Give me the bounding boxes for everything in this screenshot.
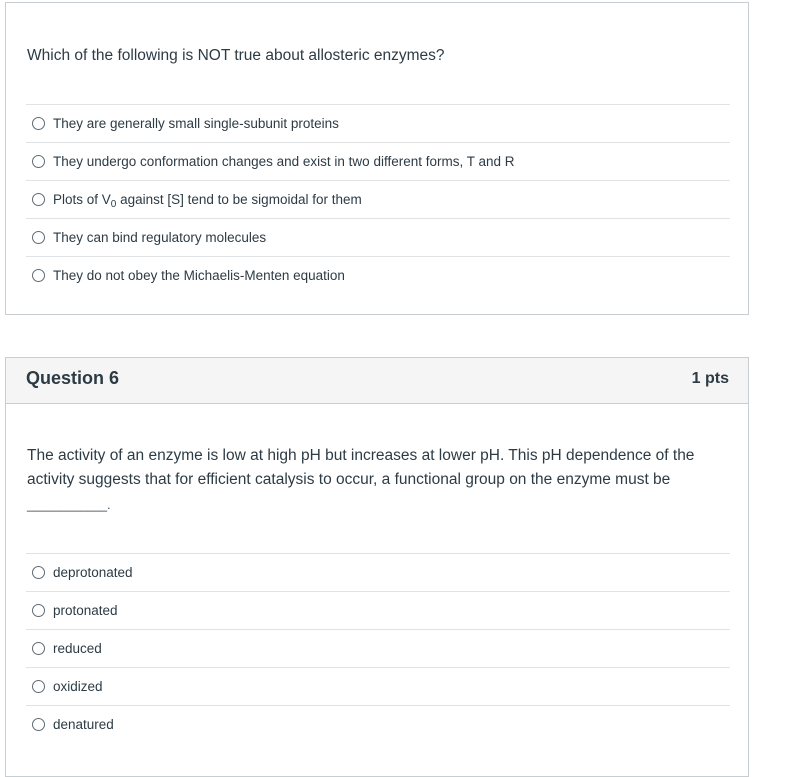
answer-option[interactable] bbox=[26, 629, 730, 667]
answer-label: reduced bbox=[53, 641, 102, 656]
answer-option[interactable] bbox=[26, 667, 730, 705]
question-5-text: Which of the following is NOT true about allosteric enzymes? bbox=[27, 47, 445, 64]
answer-label: They undergo conformation changes and exist in two different forms, T and R bbox=[53, 154, 515, 169]
answer-label-post: against [S] tend to be sigmoidal for them bbox=[116, 192, 362, 207]
question-title: Question 6 bbox=[26, 368, 120, 388]
answer-label: protonated bbox=[53, 603, 118, 618]
answer-label bbox=[53, 192, 362, 210]
radio-button[interactable] bbox=[32, 193, 45, 206]
question-6-text bbox=[27, 444, 708, 516]
answer-option[interactable] bbox=[26, 218, 730, 256]
answer-option[interactable] bbox=[26, 591, 730, 629]
question-points: 1 pts bbox=[691, 370, 729, 387]
answer-label: denatured bbox=[53, 717, 114, 732]
answer-label: oxidized bbox=[53, 679, 103, 694]
answer-label-pre: Plots of V bbox=[53, 192, 111, 207]
question-5-card bbox=[5, 2, 749, 315]
question-5-answers bbox=[26, 104, 730, 294]
answer-option[interactable] bbox=[26, 142, 730, 180]
answer-label: They can bind regulatory molecules bbox=[53, 230, 267, 245]
radio-button[interactable] bbox=[32, 566, 45, 579]
answer-label: They are generally small single-subunit proteins bbox=[53, 116, 339, 131]
radio-button[interactable] bbox=[32, 117, 45, 130]
radio-button[interactable] bbox=[32, 642, 45, 655]
question-6-body: The activity of an enzyme is low at high pH but increases at lower pH. This pH dependence of the activity suggests that for efficient catalysis to occur, a functional group on the enzyme must be bbox=[27, 447, 695, 488]
answer-option[interactable] bbox=[26, 104, 730, 142]
answer-option[interactable] bbox=[26, 180, 730, 218]
radio-button[interactable] bbox=[32, 155, 45, 168]
radio-button[interactable] bbox=[32, 604, 45, 617]
answer-label: deprotonated bbox=[53, 565, 133, 580]
question-6-card bbox=[5, 357, 749, 777]
answer-option[interactable] bbox=[26, 553, 730, 591]
radio-button[interactable] bbox=[32, 718, 45, 731]
answer-option[interactable] bbox=[26, 256, 730, 294]
radio-button[interactable] bbox=[32, 269, 45, 282]
answer-label: They do not obey the Michaelis-Menten equation bbox=[53, 268, 345, 283]
answer-option[interactable] bbox=[26, 705, 730, 743]
question-header bbox=[6, 358, 748, 404]
radio-button[interactable] bbox=[32, 231, 45, 244]
subscript: 0 bbox=[110, 199, 117, 210]
answer-blank: ____________. bbox=[27, 498, 111, 512]
radio-button[interactable] bbox=[32, 680, 45, 693]
question-6-answers bbox=[26, 553, 730, 743]
